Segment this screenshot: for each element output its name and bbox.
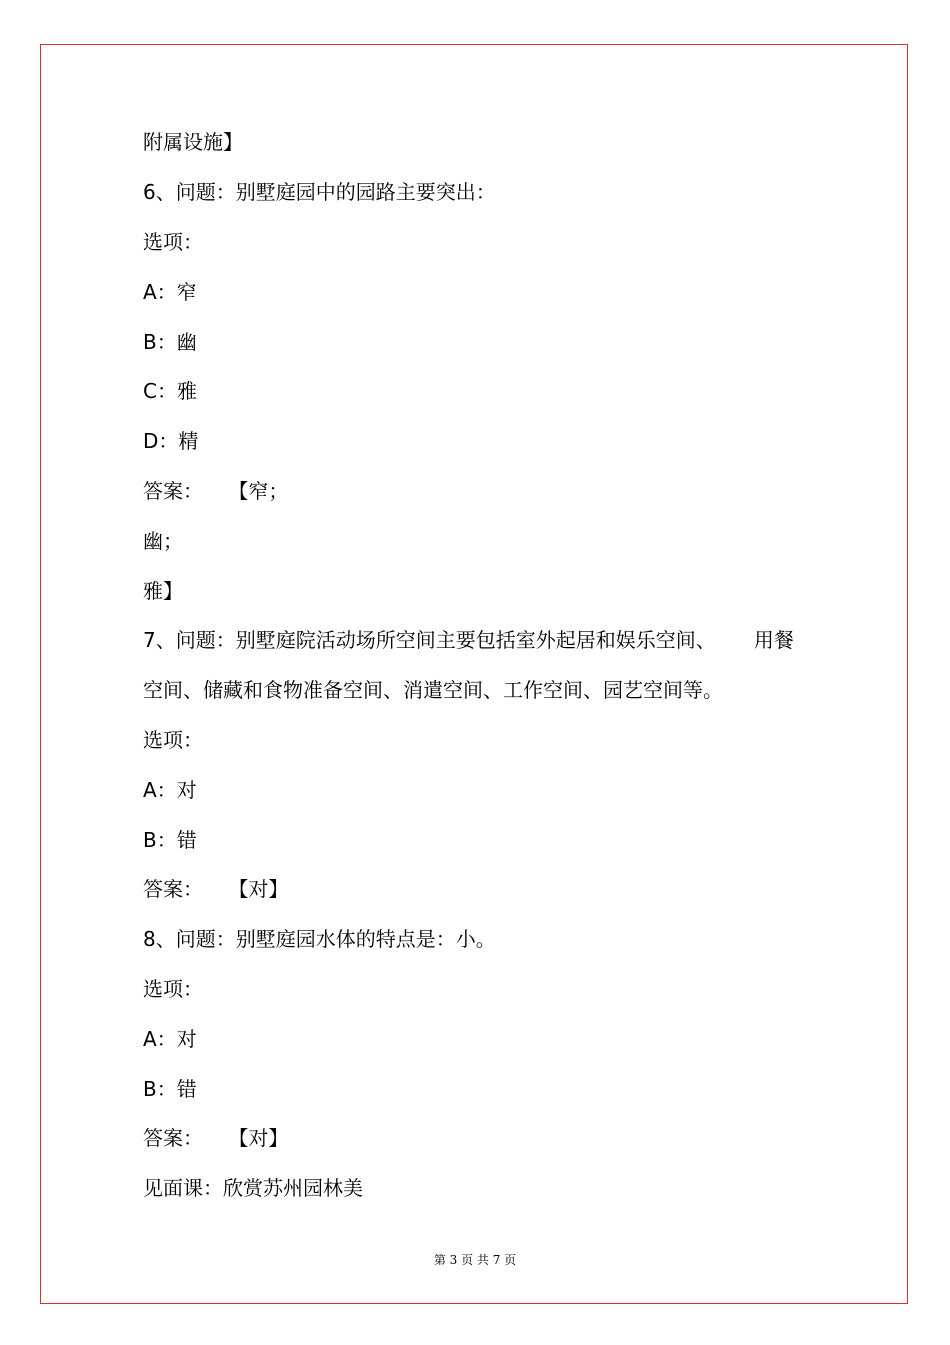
option-b: B：错 xyxy=(143,1077,197,1101)
answer-7: 答案： 【对】 xyxy=(143,877,289,901)
option-a: A：对 xyxy=(143,1027,197,1051)
answer-6-line-3: 雅】 xyxy=(143,579,183,603)
question-8: 8、问题：别墅庭园水体的特点是：小。 xyxy=(143,927,496,951)
answer-6-line-2: 幽； xyxy=(143,529,183,553)
options-label: 选项： xyxy=(143,728,203,752)
answer-8: 答案： 【对】 xyxy=(143,1126,289,1150)
question-6: 6、问题：别墅庭园中的园路主要突出： xyxy=(143,180,496,204)
option-a: A：对 xyxy=(143,778,197,802)
options-label: 选项： xyxy=(143,230,203,254)
option-b: B：幽 xyxy=(143,330,197,354)
section-heading: 见面课：欣赏苏州园林美 xyxy=(143,1176,363,1200)
option-d: D：精 xyxy=(143,429,199,453)
option-b: B：错 xyxy=(143,828,197,852)
answer-continuation: 附属设施】 xyxy=(143,130,243,154)
question-7: 7、问题：别墅庭院活动场所空间主要包括室外起居和娱乐空间、 用餐 xyxy=(143,628,794,652)
option-a: A：窄 xyxy=(143,280,197,304)
page-number: 第 3 页 共 7 页 xyxy=(433,1253,517,1267)
option-c: C：雅 xyxy=(143,379,197,403)
question-7-line-2: 空间、储藏和食物准备空间、消遣空间、工作空间、园艺空间等。 xyxy=(143,678,723,702)
answer-6: 答案： 【窄； xyxy=(143,479,289,503)
options-label: 选项： xyxy=(143,977,203,1001)
